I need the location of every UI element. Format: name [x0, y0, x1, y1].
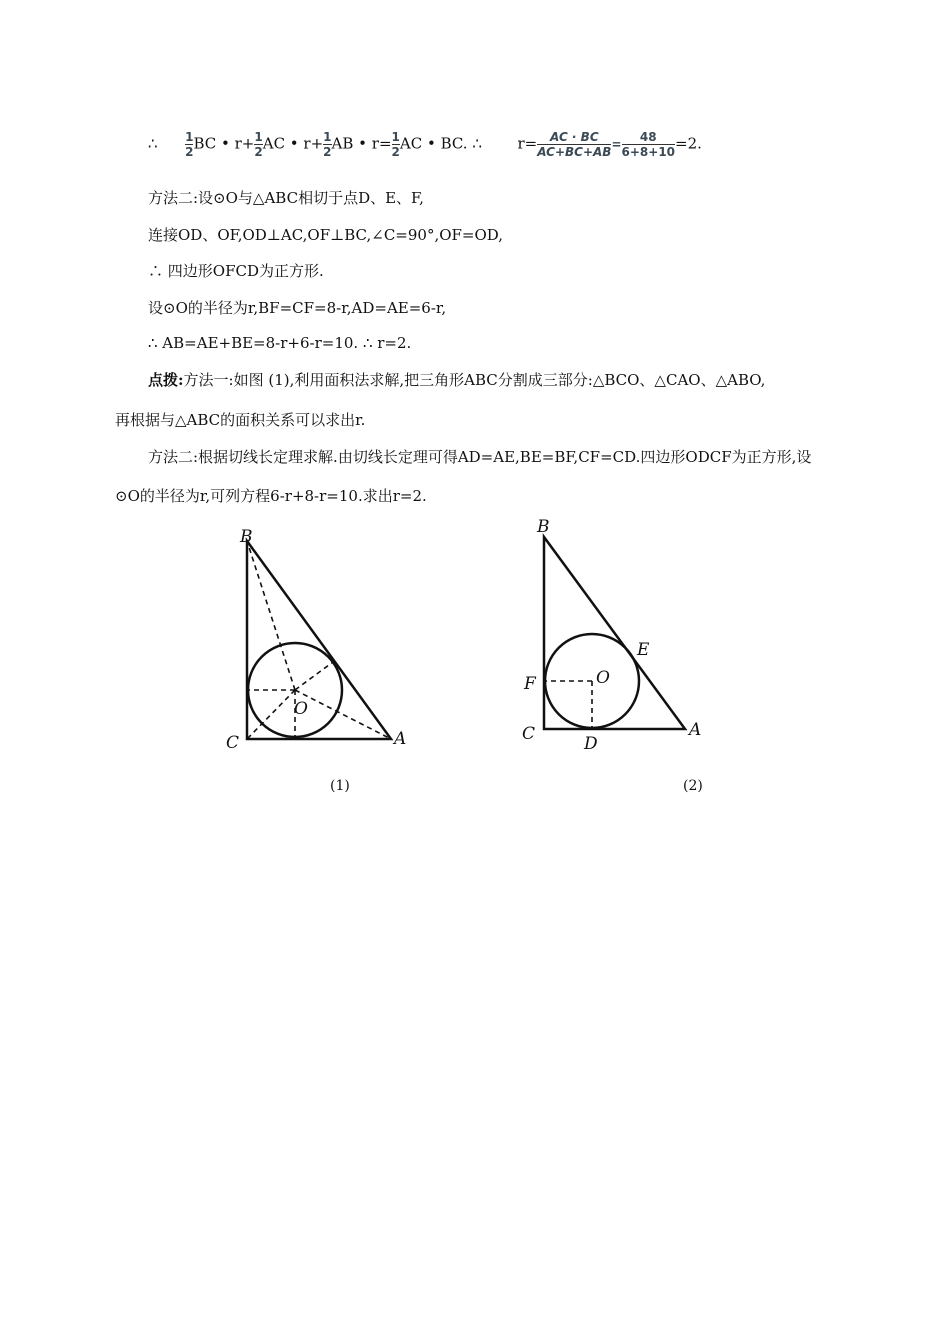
segment-oa	[295, 690, 391, 739]
connect-statement: 连接OD、OF,OD⊥AC,OF⊥BC,∠C=90°,OF=OD,	[148, 226, 504, 244]
triangle-abc	[544, 537, 685, 729]
hint-text: 方法一:如图 (1),利用面积法求解,把三角形ABC分割成三部分:△BCO、△CAO、△ABO,	[183, 371, 766, 389]
square-conclusion: ∴ 四边形OFCD为正方形.	[148, 262, 324, 280]
label-c: C	[226, 733, 240, 753]
radius-result: ∴ AB=AE+BE=8-r+6-r=10. ∴ r=2.	[148, 334, 412, 352]
figure-1-diagram	[218, 520, 418, 760]
result: =2.	[675, 134, 702, 153]
method-two-hint: 方法二:根据切线长定理求解.由切线长定理可得AD=AE,BE=BF,CF=CD.四边形ODCF为正方形,设	[148, 448, 812, 466]
figure-2-diagram	[515, 515, 715, 755]
term-ac-r: AC • r+	[262, 134, 324, 153]
label-o: O	[294, 699, 308, 719]
hint-continuation: 再根据与△ABC的面积关系可以求出r.	[115, 411, 366, 429]
label-e: E	[637, 640, 650, 660]
therefore-symbol: ∴	[148, 134, 158, 153]
fraction-half-2: $\frac{1}{2}$	[254, 130, 263, 159]
fraction-half-3: $\frac{1}{2}$	[323, 130, 332, 159]
formula-line	[148, 130, 702, 159]
fraction-half-4: $\frac{1}{2}$	[391, 130, 400, 159]
figure-1-caption: (1)	[330, 778, 350, 794]
method-two-intro: 方法二:设⊙O与△ABC相切于点D、E、F,	[148, 189, 424, 207]
label-o: O	[596, 668, 610, 688]
method-two-equation: ⊙O的半径为r,可列方程6-r+8-r=10.求出r=2.	[115, 487, 427, 505]
triangle-abc	[247, 541, 391, 739]
term-ab-r: AB • r=	[331, 134, 392, 153]
hint-paragraph	[148, 370, 765, 390]
term-ac-bc: AC • BC. ∴	[399, 134, 482, 153]
label-a: A	[394, 729, 407, 749]
fraction-area-formula: $\frac{AC \cdot BC}{AC+BC+AB}$	[537, 130, 612, 159]
label-b: B	[537, 517, 550, 537]
term-bc-r: BC • r+	[193, 134, 255, 153]
r-equals: r=	[517, 134, 538, 153]
hint-label: 点拨:	[148, 371, 184, 389]
fraction-half-1: $\frac{1}{2}$	[185, 130, 194, 159]
label-a: A	[689, 720, 702, 740]
fraction-48: $\frac{48}{6+8+10}$	[621, 130, 676, 159]
equals-sign: =	[611, 137, 622, 152]
label-b: B	[240, 527, 253, 547]
label-c: C	[522, 724, 536, 744]
radius-setup: 设⊙O的半径为r,BF=CF=8-r,AD=AE=6-r,	[148, 299, 447, 317]
label-f: F	[524, 674, 536, 694]
segment-oe	[295, 662, 333, 690]
figure-2-caption: (2)	[683, 778, 703, 794]
label-d: D	[584, 734, 598, 754]
